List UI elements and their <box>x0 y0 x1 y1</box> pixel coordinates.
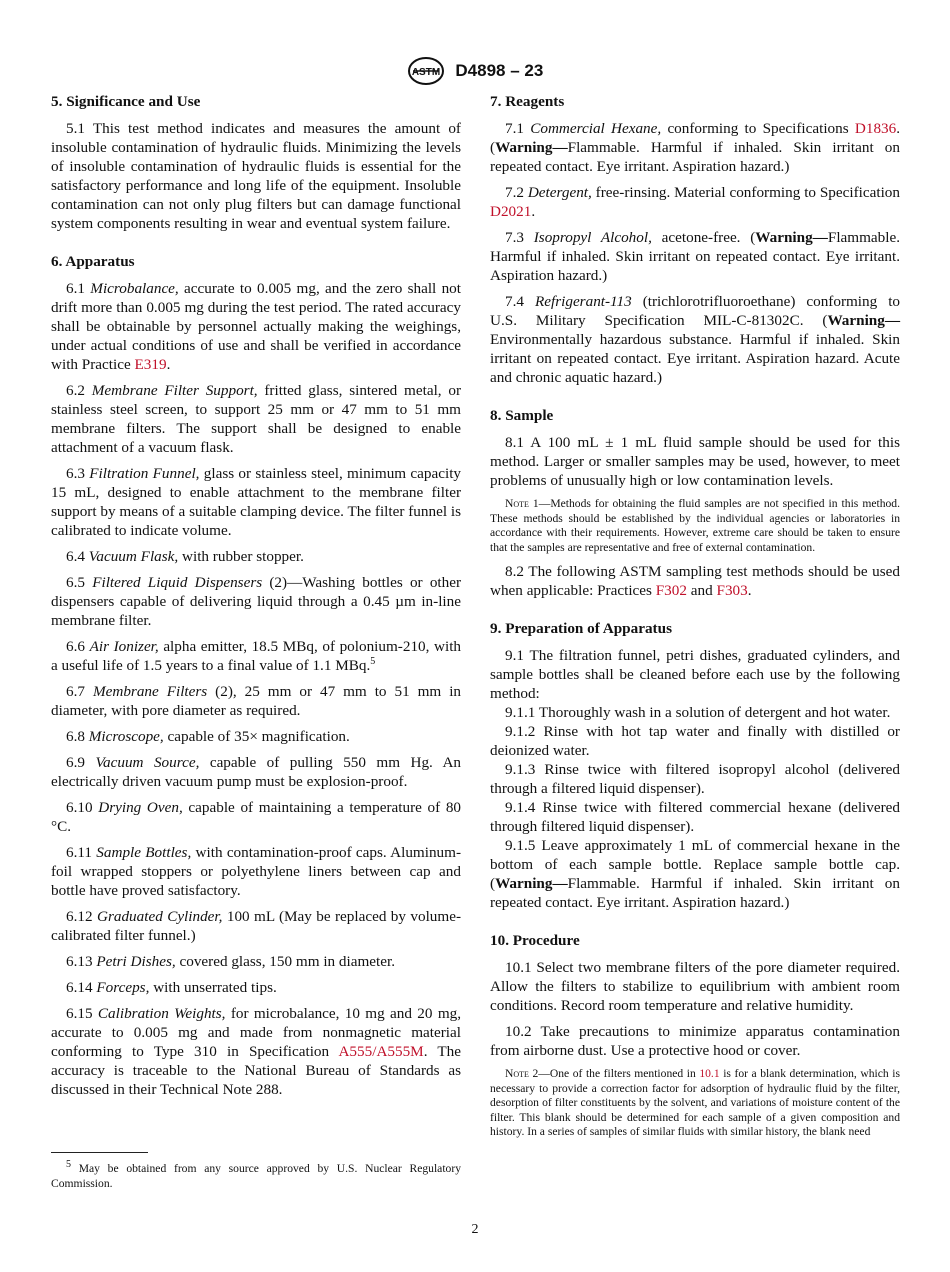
para-6-10: 6.10 Drying Oven, capable of maintaining a temperature of 80 °C. <box>51 799 462 835</box>
para-9-1-3: 9.1.3 Rinse twice with filtered isopropyl alcohol (delivered through a filtered liquid dispenser). <box>490 761 900 797</box>
svg-text:ASTM: ASTM <box>411 67 440 78</box>
page-number: 2 <box>471 1222 479 1237</box>
document-code: D4898 – 23 <box>455 61 544 80</box>
note-1: Note 1—Methods for obtaining the fluid samples are not specified in this method. These methods should be established by the individual agencies or laboratories in accordance with their requirements. However, extreme care should be taken to ensure that the samples are representative and free of external contamination. <box>490 497 900 554</box>
para-7-4: 7.4 Refrigerant-113 (trichlorotrifluoroethane) conforming to U.S. Military Specification MIL-C-81302C. (Warning—Environmentally hazardous substance. Harmful if inhaled. Skin irritant on repeated contact. Eye irritant. Aspiration hazard. Acute and chronic aquatic hazard.) <box>490 293 901 386</box>
footnote-5: $^5$ May be obtained from any source approved by U.S. Nuclear Regulatory Commission. <box>51 1159 462 1190</box>
right-column <box>490 92 900 1147</box>
para-6-14: 6.14 Forceps, with unserrated tips. <box>66 979 277 996</box>
para-6-8: 6.8 Microscope, capable of 35× magnification. <box>66 728 350 745</box>
ref-10-1-link[interactable]: 10.1 <box>699 1067 720 1080</box>
para-6-11: 6.11 Sample Bottles, with contamination-proof caps. Aluminum-foil wrapped stoppers or polyethylene liners between cap and bottle have proved satisfactory. <box>51 844 462 899</box>
para-6-3: 6.3 Filtration Funnel, glass or stainless steel, minimum capacity 15 mL, designed to enable attachment to the membrane filter support by means of a suitable clamping device. The filter funnel is calibrated to indicate volume. <box>51 465 462 539</box>
para-9-1-1: 9.1.1 Thoroughly wash in a solution of detergent and hot water. <box>505 704 891 721</box>
para-6-1: 6.1 Microbalance, accurate to 0.005 mg, and the zero shall not drift more than 0.005 mg during the test period. The rated accuracy shall be obtainable by personnel actually making the weighings, under actual conditions of use and shall be verified in accordance with Practice E319. <box>51 280 461 373</box>
para-6-5: 6.5 Filtered Liquid Dispensers (2)—Washing bottles or other dispensers capable of delivering liquid through a 0.45 µm in-line membrane filter. <box>51 574 462 629</box>
para-6-6: 6.6 Air Ionizer, alpha emitter, 18.5 MBq, of polonium-210, with a useful life of 1.5 years to a final value of 1.1 MBq.$^5$ <box>51 638 462 674</box>
para-9-1-4: 9.1.4 Rinse twice with filtered commercial hexane (delivered through filtered liquid dispenser). <box>490 799 900 835</box>
para-6-7: 6.7 Membrane Filters (2), 25 mm or 47 mm to 51 mm in diameter, with pore diameter as required. <box>51 683 462 719</box>
ref-f303-link[interactable]: F303 <box>716 582 748 599</box>
para-9-1-2: 9.1.2 Rinse with hot tap water and finally with distilled or deionized water. <box>490 723 900 759</box>
para-7-1: 7.1 Commercial Hexane, conforming to Specifications D1836. (Warning—Flammable. Harmful if inhaled. Skin irritant on repeated contact. Eye irritant. Aspiration hazard.) <box>490 120 901 175</box>
para-9-1-5: 9.1.5 Leave approximately 1 mL of commercial hexane in the bottom of each sample bottle. Replace sample bottle cap. (Warning—Flammable. Harmful if inhaled. Skin irritant on repeated contact. Eye irritant. Aspiration hazard.) <box>490 837 900 911</box>
section-5-title: 5. Significance and Use <box>51 93 201 110</box>
para-8-2: 8.2 The following ASTM sampling test methods should be used when applicable: Practices F302 and F303. <box>490 563 900 599</box>
para-6-4: 6.4 Vacuum Flask, with rubber stopper. <box>66 548 304 565</box>
para-8-1: 8.1 A 100 mL ± 1 mL fluid sample should be used for this method. Larger or smaller samples may be used, however, to meet problems of unusually high or low contamination levels. <box>490 434 900 489</box>
ref-d1836-link[interactable]: D1836 <box>854 120 897 137</box>
para-10-1: 10.1 Select two membrane filters of the pore diameter required. Allow the filters to stabilize to equilibrium with ambient room conditions. Record room temperature and relative humidity. <box>490 959 900 1014</box>
para-6-9: 6.9 Vacuum Source, capable of pulling 550 mm Hg. An electrically driven vacuum pump must be explosion-proof. <box>51 754 462 790</box>
ref-a555-link[interactable]: A555/A555M <box>338 1043 424 1060</box>
ref-e319-link[interactable]: E319 <box>134 356 167 373</box>
section-9-title: 9. Preparation of Apparatus <box>490 620 672 637</box>
ref-f302-link[interactable]: F302 <box>655 582 687 599</box>
para-6-13: 6.13 Petri Dishes, covered glass, 150 mm in diameter. <box>66 953 396 970</box>
section-10-title: 10. Procedure <box>490 932 580 949</box>
page-header <box>0 56 950 86</box>
left-column <box>51 92 461 1106</box>
para-5-1: 5.1 This test method indicates and measures the amount of insoluble contamination of hydraulic fluids. Minimizing the levels of insoluble contamination of hydraulic fluids is essential for the satisfactory performance and long life of the equipment. Insoluble contamination can not only plug filters but can damage functional system components resulting in wear and eventual system failure. <box>51 120 461 232</box>
para-7-3: 7.3 Isopropyl Alcohol, acetone-free. (Warning—Flammable. Harmful if inhaled. Skin irritant on repeated contact. Eye irritant. Aspiration hazard.) <box>490 229 901 284</box>
astm-logo-icon <box>407 56 445 86</box>
para-6-2: 6.2 Membrane Filter Support, fritted glass, sintered metal, or stainless steel screen, to support 25 mm or 47 mm to 51 mm membrane filters. The support shall be designed to enable attachment of a vacuum flask. <box>51 382 462 456</box>
ref-d2021-link[interactable]: D2021 <box>490 203 532 220</box>
note-2: Note 2—One of the filters mentioned in 10.1 is for a blank determination, which is necessary to provide a correction factor for adsorption of hydraulic fluid by the filter, desorption of filter constituents by the solvent, and variations of moisture content of the filter. This blank should be determined for each sample of a given composition and history. In a series of samples of similar fluids with similar history, the blank need <box>490 1067 900 1138</box>
para-10-2: 10.2 Take precautions to minimize apparatus contamination from airborne dust. Use a protective hood or cover. <box>490 1023 900 1059</box>
section-8-title: 8. Sample <box>490 407 554 424</box>
para-7-2: 7.2 Detergent, free-rinsing. Material conforming to Specification D2021. <box>490 184 900 220</box>
para-9-1: 9.1 The filtration funnel, petri dishes, graduated cylinders, and sample bottles shall be cleaned before each use by the following method: <box>490 647 900 702</box>
section-7-title: 7. Reagents <box>490 93 565 110</box>
footnote-5-marker[interactable]: 5 <box>370 655 376 667</box>
para-6-15: 6.15 Calibration Weights, for microbalance, 10 mg and 20 mg, accurate to 0.005 mg and made from nonmagnetic material conforming to Type 310 in Specification A555/A555M. The accuracy is traceable to the National Bureau of Standards as discussed in their Technical Note 288. <box>51 1005 462 1098</box>
footnote-divider <box>51 1152 148 1153</box>
para-6-12: 6.12 Graduated Cylinder, 100 mL (May be replaced by volume-calibrated filter funnel.) <box>51 908 462 944</box>
section-6-title: 6. Apparatus <box>51 253 135 270</box>
